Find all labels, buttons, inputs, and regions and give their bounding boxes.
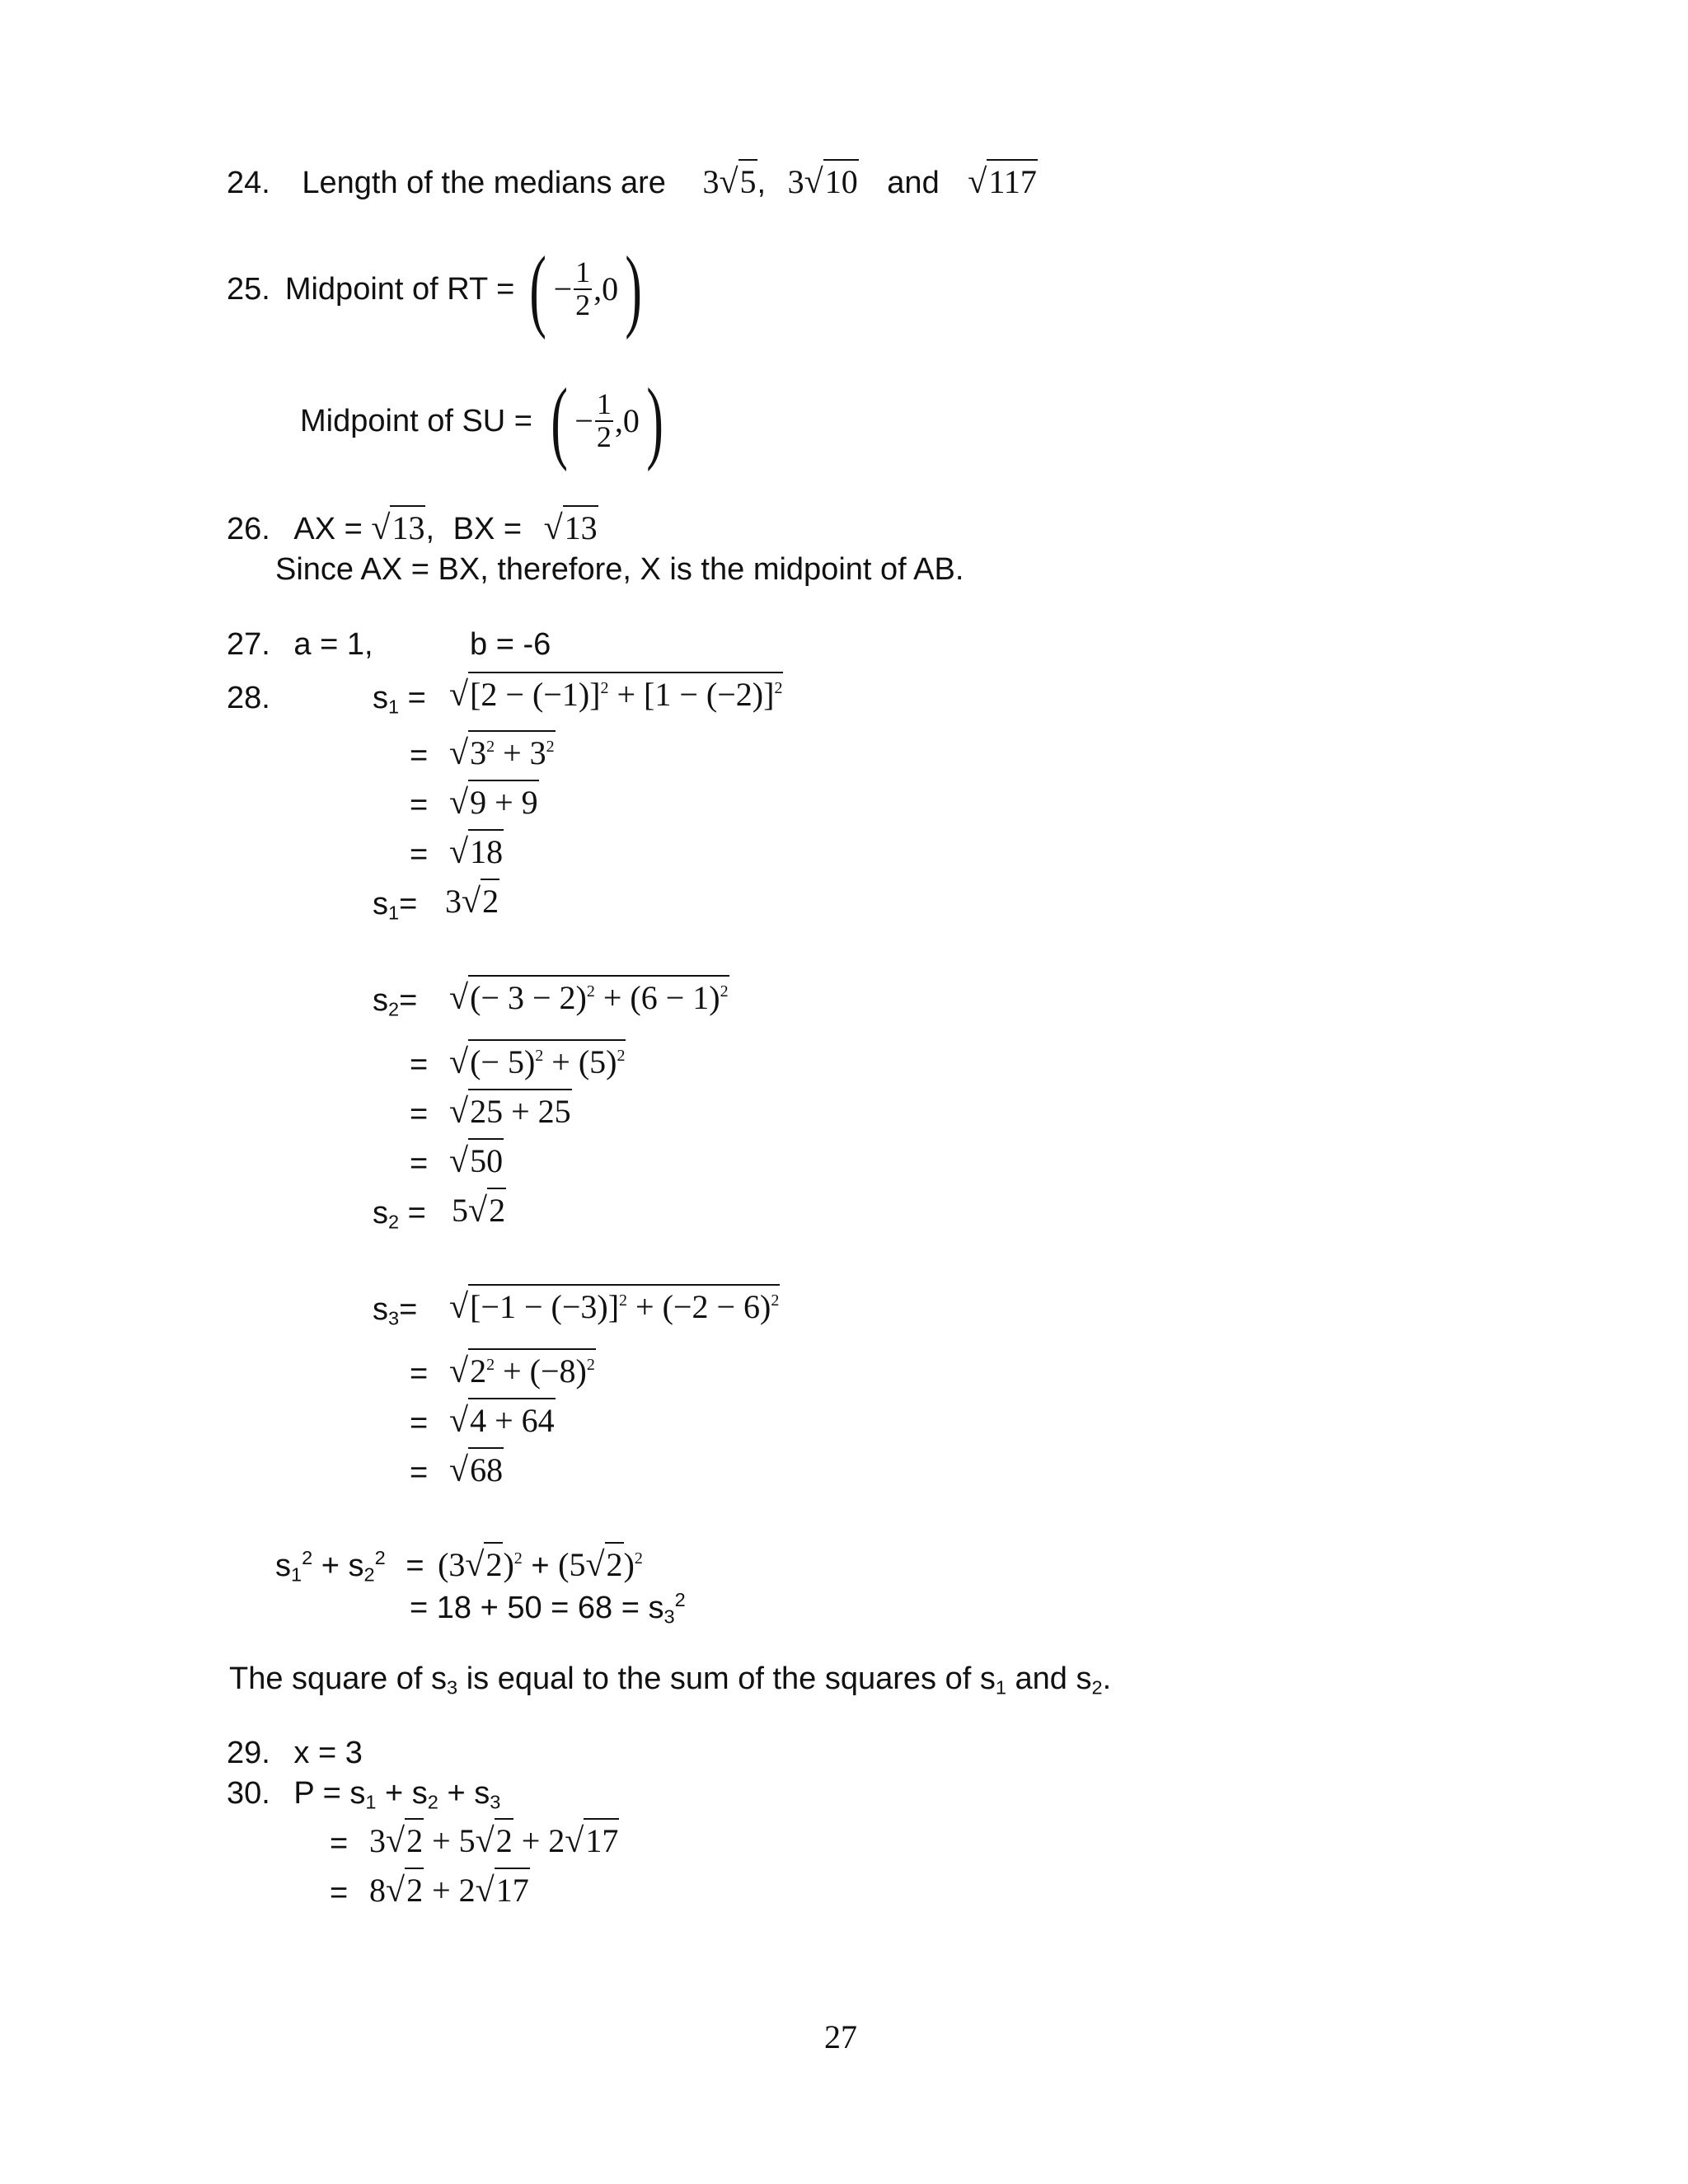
- s1-label: $s_1$ =: [373, 681, 426, 718]
- q24-and: and: [887, 166, 940, 200]
- q25-su-value: ( − $\frac{1}{2}$ ,0 ): [551, 370, 663, 472]
- s1-result-label: $s_1=$: [373, 887, 418, 924]
- q24-text: Length of the medians are: [302, 166, 666, 200]
- s3-step-3: √4 + 64: [449, 1404, 556, 1438]
- q26-number: 26.: [227, 512, 270, 546]
- q30-line: [227, 1776, 501, 1813]
- q26-conclusion: Since AX = BX, therefore, X is the midpoint of AB.: [275, 552, 964, 587]
- sum-term-2: $(5√2)^2$: [558, 1546, 643, 1583]
- q25-su-line: [300, 370, 670, 472]
- q30-perimeter: $P = s_1 + s_2 + s_3$: [293, 1776, 501, 1813]
- s3-eq-3: =: [410, 1406, 429, 1441]
- s1-step-4: √18: [449, 835, 504, 869]
- s1-step-2: $√3^2 + 3^2$: [449, 736, 556, 771]
- q27-number: 27.: [227, 627, 270, 662]
- q24-median-3: √117: [968, 163, 1038, 200]
- q26-bx-value: √13: [544, 509, 598, 546]
- q25-su-label: Midpoint of SU =: [300, 404, 532, 438]
- s3-step-2: $√2^2 + (-8)^2$: [449, 1354, 596, 1389]
- s2-eq-3: =: [410, 1097, 429, 1132]
- s2-label: $s_2=$: [373, 983, 418, 1020]
- q26-bx-label: BX =: [452, 512, 523, 546]
- q24-line: 24. Length of the medians are 3√5, 3√10 and √117: [227, 165, 1038, 199]
- s2-step-4: √50: [449, 1144, 504, 1179]
- q29-line: [227, 1737, 363, 1769]
- s2-step-1: √(− $3 - 2)^2 + (6 - 1)^2$: [449, 981, 729, 1015]
- q25-rt-label: Midpoint of RT =: [284, 272, 515, 307]
- s2-step-3: √25 + 25: [449, 1094, 572, 1129]
- page-number: 27: [824, 2018, 857, 2055]
- q26-ax-value: √13: [371, 509, 425, 546]
- q25-rt-line: [227, 238, 649, 340]
- s1-step-1: $√[2 - (-1)]^2 + [1 - (-2)]^2$: [449, 677, 783, 712]
- q27-line: [227, 627, 551, 662]
- s1-result: 3√2: [445, 884, 499, 919]
- s3-label: $s_3=$: [373, 1292, 418, 1329]
- sum-of-squares-line: $s_1^2 + s_2^2 = (3√2)^2 + (5√2)^2$: [275, 1548, 643, 1582]
- s2-result: 5√2: [452, 1193, 506, 1228]
- q30-step-1: 3√2 + 5√2 + 2√17: [369, 1824, 619, 1858]
- q29-answer: x = 3: [293, 1736, 363, 1770]
- q26-line: 26. AX = √13, BX = √13: [227, 511, 598, 546]
- q24-median-2: 3√10: [788, 163, 859, 200]
- q24-number: 24.: [227, 166, 270, 200]
- s3-step-4: √68: [449, 1453, 504, 1488]
- q30-step-2: 8√2 + 2√17: [369, 1873, 530, 1908]
- s3-eq-4: =: [410, 1455, 429, 1490]
- q30-number: 30.: [227, 1776, 270, 1811]
- s1-eq-2: =: [410, 738, 429, 773]
- s1-step-3: √9 + 9: [449, 785, 539, 820]
- s2-eq-2: =: [410, 1047, 429, 1082]
- q29-number: 29.: [227, 1736, 270, 1770]
- q25-rt-value: ( − $\frac{1}{2}$ ,0 ): [529, 238, 643, 340]
- q28-number: 28.: [227, 681, 270, 715]
- q27-a: a = 1,: [293, 627, 373, 662]
- s2-result-label: $s_2$ =: [373, 1196, 426, 1233]
- q26-ax-label: AX =: [293, 512, 363, 546]
- sum-term-1: $(3√2)^2$: [438, 1546, 523, 1583]
- q27-b: b = -6: [470, 627, 551, 662]
- q25-number: 25.: [227, 272, 270, 307]
- q28-statement: The square of $s_3$ is equal to the sum of the squares of $s_1$ and $s_2$.: [229, 1661, 1112, 1699]
- s1-eq-3: =: [410, 788, 429, 823]
- sum-result: = $18 + 50 = 68 = s_3^2$: [410, 1588, 686, 1628]
- q30-eq-2: =: [330, 1876, 349, 1910]
- s2-eq-4: =: [410, 1146, 429, 1181]
- q24-median-1: 3√5: [702, 163, 757, 200]
- q30-eq-1: =: [330, 1826, 349, 1861]
- s2-step-2: √(− $5)^2 + (5)^2$: [449, 1045, 626, 1080]
- s3-eq-2: =: [410, 1357, 429, 1391]
- s3-step-1: $√[-1 - (-3)]^2 + (-2 - 6)^2$: [449, 1290, 780, 1324]
- s1-eq-4: =: [410, 837, 429, 872]
